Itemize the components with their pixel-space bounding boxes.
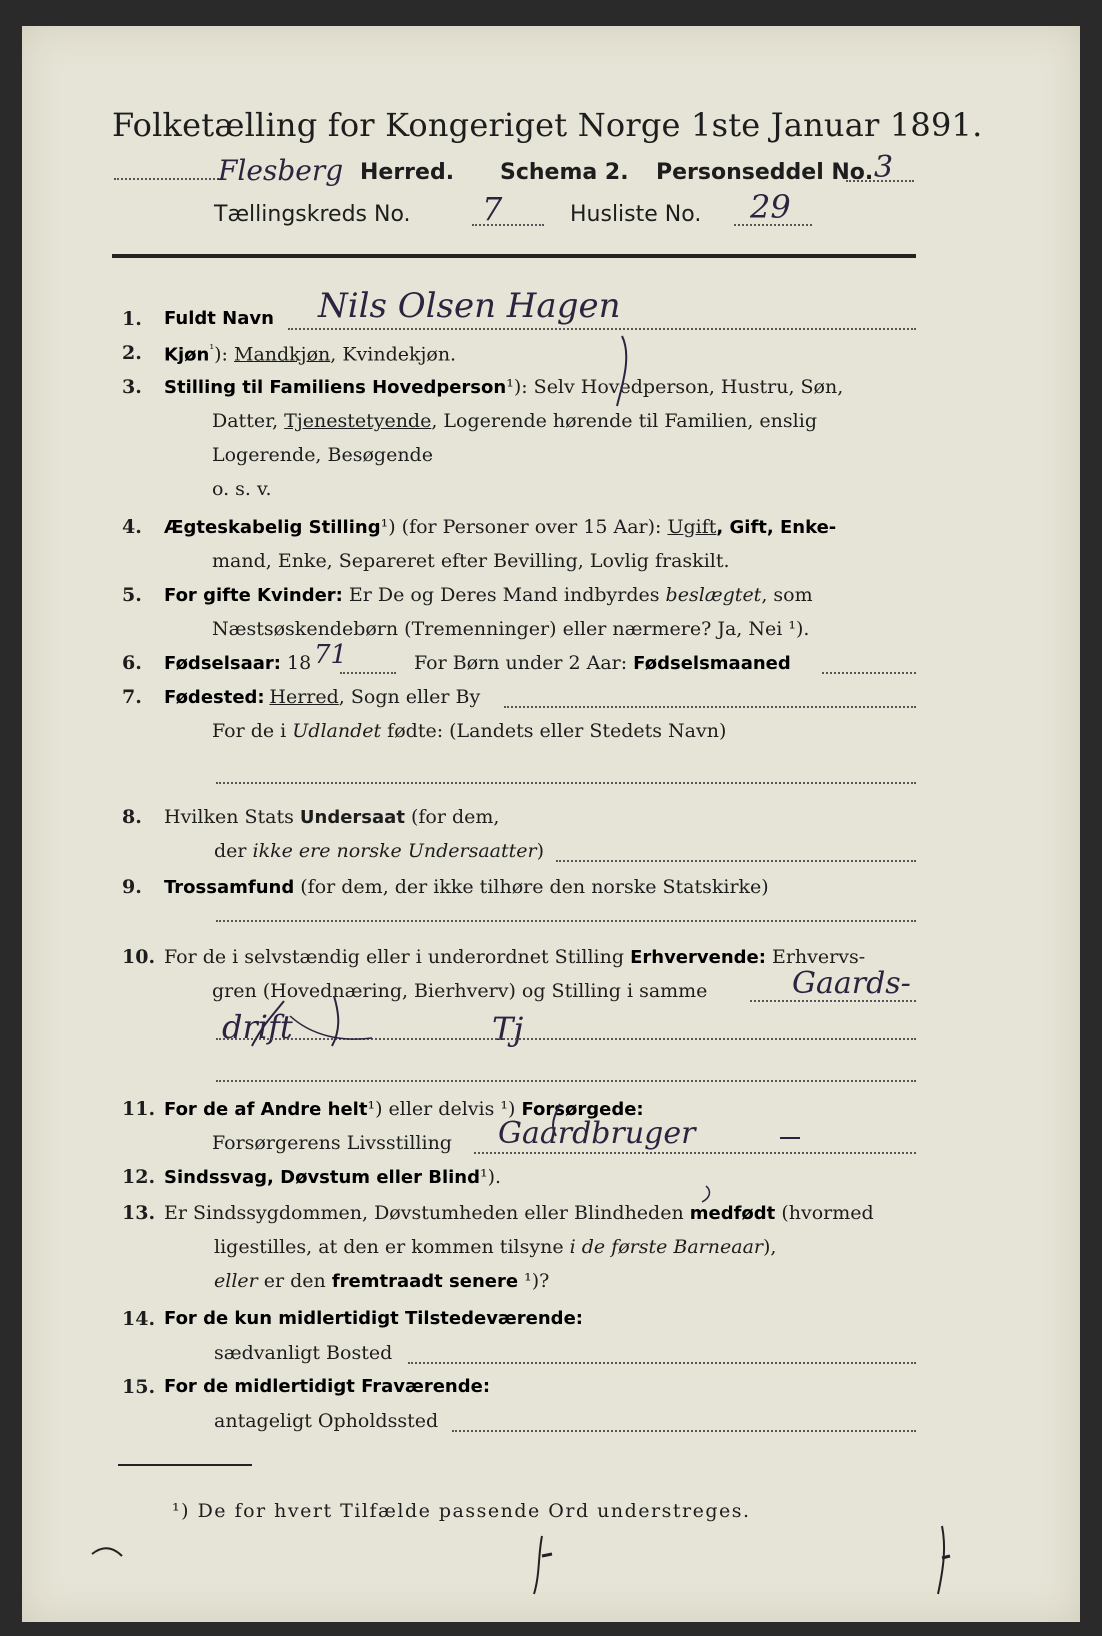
item-4-label: Ægteskabelig Stilling [164,517,381,538]
item-2-label: Kjøn [164,344,210,366]
item-14-label: For de kun midlertidigt Tilstedeværende: [164,1308,583,1329]
item-8-text-a: Hvilken Stats [164,806,300,828]
item-6-text-d: Fødselsmaaned [633,653,791,674]
item-5-line-2: Næstsøskendebørn (Tremenninger) eller nærmere? Ja, Nei ¹). [212,618,810,640]
item-3-text-b2: , Logerende hørende til Familien, enslig [431,410,817,432]
item-13-text-d: ligestilles, at den er kommen tilsyne [214,1236,570,1258]
item-5-number: 5. [122,584,142,606]
birth-year-handwritten: 71 [314,640,348,670]
item-3-text-a: ¹): Selv Hovedperson, Hustru, Søn, [506,376,844,398]
item-13-text-e: ), [763,1236,777,1258]
item-5-text-a: Er De og Deres Mand indbyrdes [342,584,666,606]
item-2-rest-b: , Kvindekjøn. [330,343,457,366]
item-3-line-4: o. s. v. [212,478,272,500]
occupation-handwritten-3: Tj [492,1010,524,1048]
husliste-no-handwritten: 29 [750,188,791,226]
herred-handwritten: Flesberg [218,154,344,187]
taellingskreds-label: Tællingskreds No. [214,202,411,227]
pen-marks [22,26,1080,1622]
item-4-underlined: Ugift [667,516,717,538]
item-2-underlined: Mandkjøn [233,343,331,366]
item-3-label: Stilling til Familiens Hovedperson [164,377,507,398]
item-13-italic: i de første Barneaar [569,1236,763,1258]
item-7-number: 7. [122,686,142,708]
item-10-line-2: gren (Hovednæring, Bierhverv) og Stilling i samme [212,980,708,1002]
item-1-label: Fuldt Navn [164,308,274,329]
item-3-text-b1: Datter, [212,410,285,432]
item-11-line-2: Forsørgerens Livsstilling [212,1132,452,1154]
item-7-text-c: For de i [212,720,293,742]
item-15-line-2: antageligt Opholdssted [214,1410,439,1432]
item-3-number: 3. [122,376,142,398]
item-2-sup: ¹ [209,342,215,356]
item-11-number: 11. [122,1098,156,1120]
name-handwritten: Nils Olsen Hagen [318,286,621,326]
item-10-bold: Erhvervende: [630,947,766,968]
item-12-label: Sindssvag, Døvstum eller Blind [164,1167,480,1188]
item-7-text-a: , Sogn eller By [338,686,481,708]
item-8-text-d: der [214,840,253,862]
item-2-rest-a: ): [214,343,234,366]
occupation-handwritten-1: Gaards- [792,966,911,1001]
item-15-number: 15. [122,1376,156,1398]
item-13-text-a: Er Sindssygdommen, Døvstumheden eller Blindheden [164,1202,690,1224]
item-13-italic-2: eller [214,1270,258,1292]
item-2-number: 2. [122,342,142,364]
item-13-text-c: (hvormed [775,1202,874,1224]
item-6-text-c: For Børn under 2 Aar: [414,652,634,674]
item-1-number: 1. [122,308,142,330]
item-11-text-a: ¹) eller delvis ¹) [367,1098,522,1120]
item-13-bold: medfødt [689,1203,776,1224]
item-4-number: 4. [122,516,142,538]
item-9-number: 9. [122,876,142,898]
item-7-label: Fødested: [164,687,265,708]
item-9-label: Trossamfund [164,877,295,898]
item-8-bold: Undersaat [299,807,405,828]
item-8-number: 8. [122,806,142,828]
item-7-text-d: fødte: (Landets eller Stedets Navn) [381,720,727,742]
item-7-underlined: Herred [269,686,339,708]
item-11-bold-2: Forsørgede: [521,1099,644,1120]
occupation-handwritten-2: drift [222,1008,293,1046]
taellingskreds-no-handwritten: 7 [482,190,503,228]
item-4-text-c: , Gift, Enke- [716,517,837,538]
form-title: Folketælling for Kongeriget Norge 1ste Januar 1891. [112,106,983,144]
item-10-text-c: Erhvervs- [765,946,866,968]
item-9-text: (for dem, der ikke tilhøre den norske Statskirke) [294,876,769,898]
herred-label: Herred. [360,160,455,185]
item-4-line-2: mand, Enke, Separeret efter Bevilling, Lovlig fraskilt. [212,550,730,572]
item-6-label: Fødselsaar: [164,653,281,674]
item-11-bold-1: For de af Andre helt [164,1099,368,1120]
schema-label: Schema 2. [500,160,629,185]
item-13-number: 13. [122,1202,156,1224]
item-13-text-h: ¹)? [518,1270,550,1292]
item-14-number: 14. [122,1308,156,1330]
item-15-label: For de midlertidigt Fraværende: [164,1376,491,1397]
personseddel-no-handwritten: 3 [874,150,894,185]
personseddel-label: Personseddel No. [656,160,874,185]
item-13-bold-2: fremtraadt senere [331,1271,519,1292]
item-6-number: 6. [122,652,142,674]
item-14-line-2: sædvanligt Bosted [214,1342,393,1364]
item-13-text-f: er den [257,1270,332,1292]
item-8-italic: ikke ere norske Undersaatter [252,840,537,862]
item-7-italic: Udlandet [292,720,382,742]
item-3-line-3: Logerende, Besøgende [212,444,433,466]
item-12-number: 12. [122,1166,156,1188]
item-5-label: For gifte Kvinder: [164,585,343,606]
item-8-line-2: der ikke ere norske Undersaatter) [214,840,544,862]
item-10-number: 10. [122,946,156,968]
item-6-year-prefix: 18 [281,652,312,674]
item-5-text-c: , som [761,584,813,606]
census-form-sheet [22,26,1080,1622]
provider-handwritten: Gaardbruger [498,1116,696,1151]
footnote: ¹) De for hvert Tilfælde passende Ord understreges. [172,1500,751,1522]
item-3-underlined: Tjenestetyende [284,410,432,432]
item-4-text-a: ¹) (for Personer over 15 Aar): [380,516,668,538]
item-12-text: ¹). [479,1166,502,1188]
item-10-text-a: For de i selvstændig eller i underordnet Stilling [164,946,631,968]
husliste-label: Husliste No. [570,202,702,227]
item-8-text-c: (for dem, [404,806,500,828]
item-5-italic: beslægtet [665,584,762,606]
